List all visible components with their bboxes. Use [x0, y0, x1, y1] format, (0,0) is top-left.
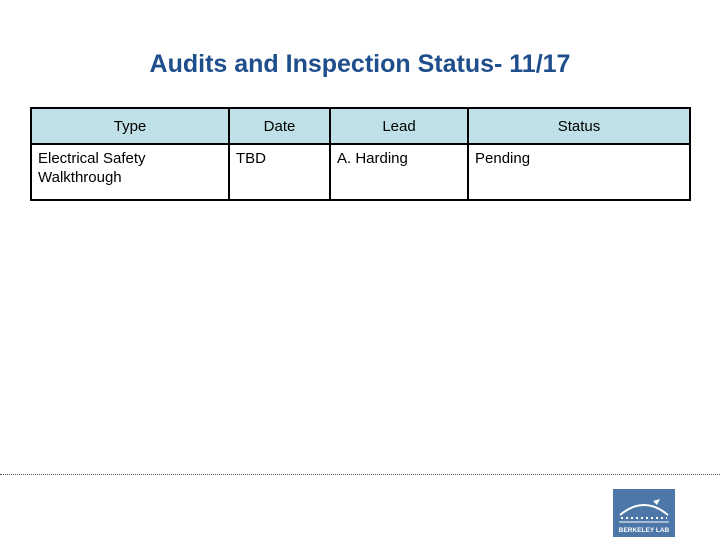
header-lead: Lead — [330, 108, 468, 144]
cell-status: Pending — [468, 144, 690, 200]
audit-status-table — [30, 107, 691, 201]
logo-star — [653, 499, 660, 505]
berkeley-lab-logo-icon — [613, 489, 675, 537]
table-row — [31, 144, 690, 200]
header-date: Date — [229, 108, 330, 144]
logo-arch — [620, 505, 668, 515]
cell-lead: A. Harding — [330, 144, 468, 200]
footer-divider — [0, 474, 720, 475]
cell-date: TBD — [229, 144, 330, 200]
header-type: Type — [31, 108, 229, 144]
logo-text: BERKELEY LAB — [618, 527, 670, 534]
table-header-row — [31, 108, 690, 144]
page-title: Audits and Inspection Status- 11/17 — [149, 50, 571, 78]
cell-type: Electrical Safety Walkthrough — [31, 144, 229, 200]
header-status: Status — [468, 108, 690, 144]
berkeley-lab-logo-graphic — [613, 489, 675, 537]
